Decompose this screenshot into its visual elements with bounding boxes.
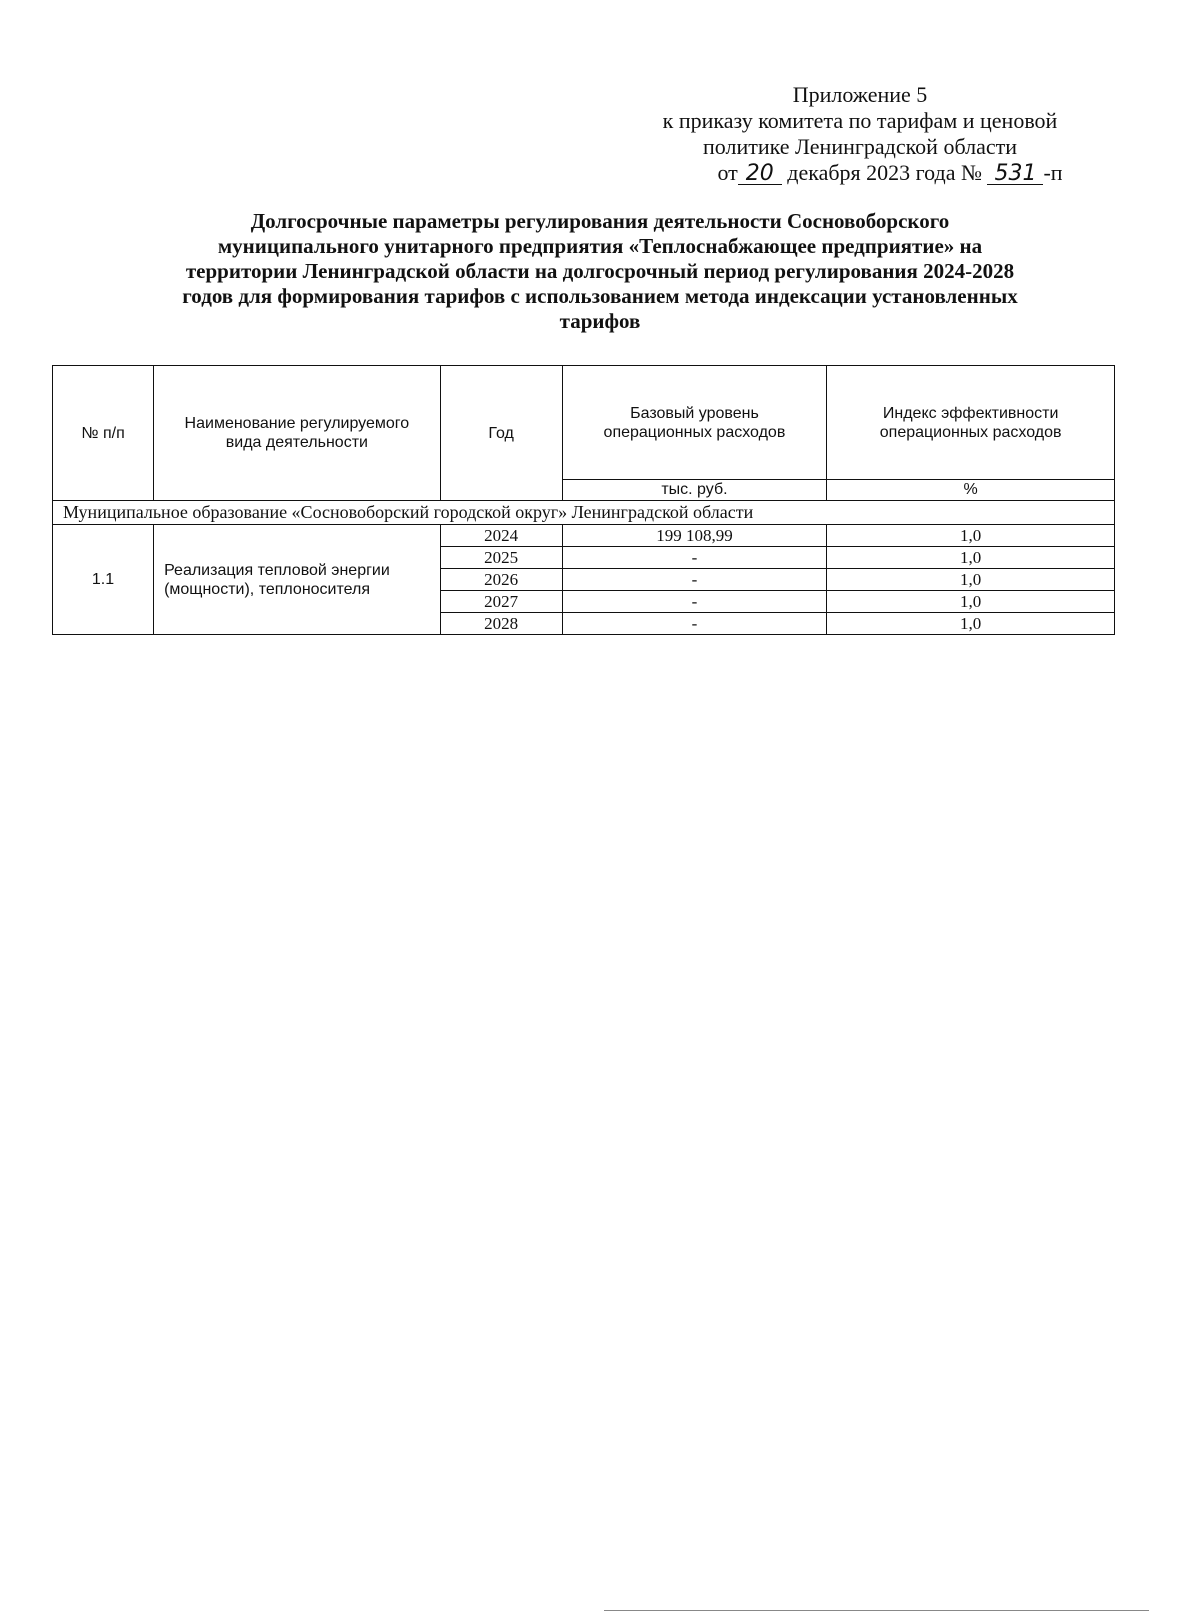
document-title xyxy=(80,209,1120,334)
unit-base: тыс. руб. xyxy=(562,480,827,501)
title-line: годов для формирования тарифов с использованием метода индексации установленных xyxy=(182,284,1018,308)
base-cell: - xyxy=(562,591,827,613)
header-base-line: Базовый уровень xyxy=(630,404,759,422)
index-cell: 1,0 xyxy=(827,525,1115,547)
appendix-date-line xyxy=(600,160,1120,186)
order-suffix: -п xyxy=(1043,160,1063,185)
unit-index: % xyxy=(827,480,1115,501)
header-efficiency-index xyxy=(827,366,1115,480)
header-base-line: операционных расходов xyxy=(603,423,786,441)
appendix-order-line: к приказу комитета по тарифам и ценовой xyxy=(662,108,1058,133)
region-row xyxy=(53,501,1115,525)
activity-line: Реализация тепловой энергии xyxy=(164,561,390,579)
region-label: Муниципальное образование «Сосновоборский городской округ» Ленинградской области xyxy=(53,501,1115,525)
table-row xyxy=(53,525,1115,547)
index-cell: 1,0 xyxy=(827,591,1115,613)
activity-name xyxy=(154,525,441,635)
title-line: территории Ленинградской области на долгосрочный период регулирования 2024-2028 xyxy=(185,259,1015,283)
base-cell: 199 108,99 xyxy=(562,525,827,547)
date-prefix: от xyxy=(717,160,738,185)
table-header-row xyxy=(53,366,1115,480)
base-cell: - xyxy=(562,569,827,591)
header-activity xyxy=(154,366,441,501)
year-cell: 2024 xyxy=(440,525,562,547)
base-cell: - xyxy=(562,547,827,569)
parameters-table xyxy=(52,365,1115,635)
activity-line: (мощности), теплоносителя xyxy=(164,580,370,598)
header-year: Год xyxy=(440,366,562,501)
index-cell: 1,0 xyxy=(827,613,1115,635)
handwritten-order-number: 531 xyxy=(987,164,1043,185)
header-activity-line: вида деятельности xyxy=(225,434,368,451)
year-cell: 2028 xyxy=(440,613,562,635)
scan-edge-line xyxy=(604,1610,1149,1611)
date-month-year: декабря 2023 года № xyxy=(787,160,982,185)
index-cell: 1,0 xyxy=(827,569,1115,591)
title-line: муниципального унитарного предприятия «Теплоснабжающее предприятие» на xyxy=(217,234,983,258)
appendix-header xyxy=(600,82,1120,186)
year-cell: 2027 xyxy=(440,591,562,613)
header-index-line: Индекс эффективности xyxy=(882,404,1059,422)
base-cell: - xyxy=(562,613,827,635)
header-num: № п/п xyxy=(53,366,154,501)
handwritten-day: 20 xyxy=(738,164,782,185)
index-cell: 1,0 xyxy=(827,547,1115,569)
title-line: Долгосрочные параметры регулирования деятельности Сосновоборского xyxy=(250,209,950,233)
header-base-level xyxy=(562,366,827,480)
year-cell: 2026 xyxy=(440,569,562,591)
header-index-line: операционных расходов xyxy=(879,423,1062,441)
appendix-committee-line: политике Ленинградской области xyxy=(702,134,1017,159)
appendix-title: Приложение 5 xyxy=(792,82,928,107)
year-cell: 2025 xyxy=(440,547,562,569)
row-number: 1.1 xyxy=(53,525,154,635)
title-line: тарифов xyxy=(559,309,641,333)
header-activity-line: Наименование регулируемого xyxy=(184,415,410,432)
